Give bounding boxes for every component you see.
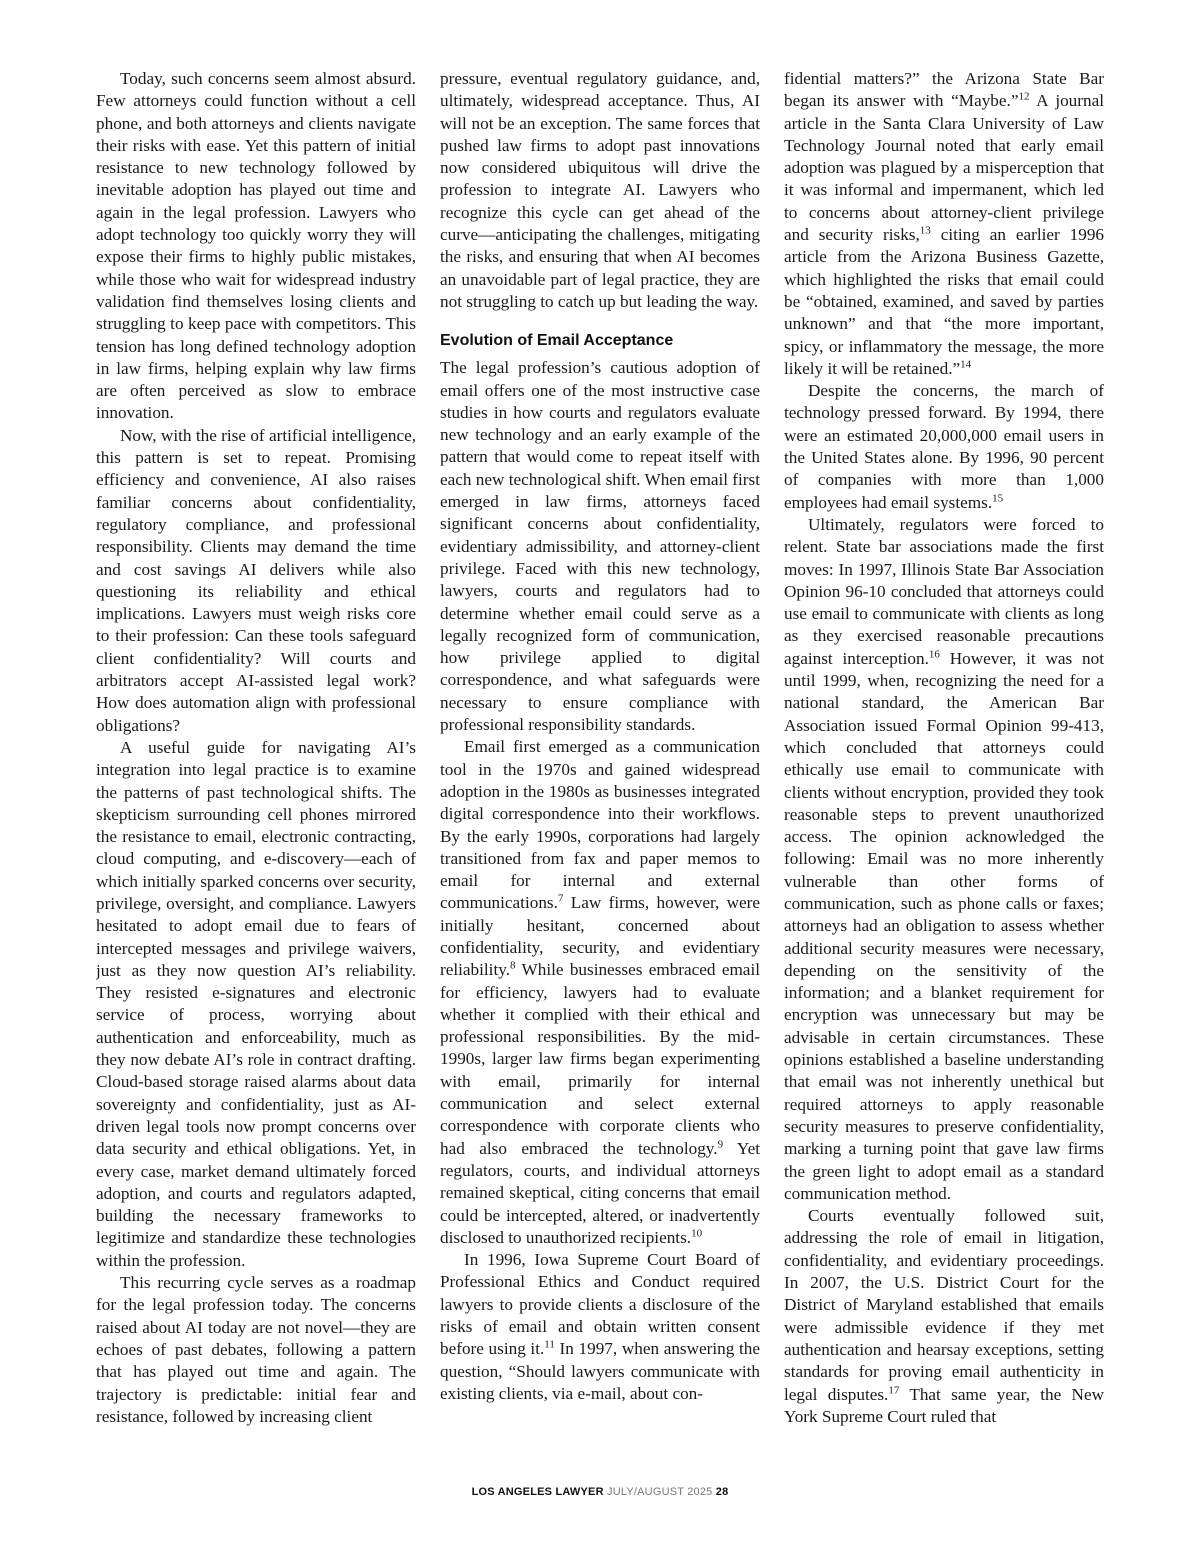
paragraph [440, 736, 760, 1249]
issue-date: JULY/AUGUST 2025 [607, 1486, 713, 1498]
article-columns [96, 68, 1104, 1458]
footnote-ref: 7 [557, 892, 564, 905]
paragraph [784, 380, 1104, 514]
paragraph: A useful guide for navigating AI’s integration into legal practice is to examine the patterns of past technological shifts. The skepticism surrounding cell phones mirrored the resistance to email, electronic contracting, cloud computing, and e-discovery—each of which initially sparked concerns over security, privilege, oversight, and compliance. Lawyers hesitated to adopt email due to fears of intercepted messages and privilege waivers, just as they now question AI’s reliability. They resisted e-signatures and electronic service of process, worrying about authentication and enforceability, much as they now debate AI’s role in contract drafting. Cloud-based storage raised alarms about data sovereignty and confidentiality, just as AI-driven legal tools now prompt concerns over data security and ethical obligations. Yet, in every case, market demand ultimately forced adoption, and courts and regulators adapted, building the necessary frameworks to legitimize and standardize these technologies within the profession. [96, 737, 416, 1270]
text-column-3 [784, 68, 1104, 1458]
footnote-ref: 15 [992, 491, 1004, 504]
paragraph: Now, with the rise of artificial intelligence, this pattern is set to repeat. Promising efficiency and convenience, AI also raises familiar concerns about confidentiality, regulatory compliance, and professional responsibility. Clients may demand the time and cost savings AI delivers while also questioning its reliability and ethical implications. Lawyers must weigh risks core to their profession: Can these tools safeguard client confidentiality? Will courts and arbitrators accept AI-assisted legal work? How does automation align with professional obligations? [96, 425, 416, 735]
footnote-ref: 16 [928, 647, 940, 660]
paragraph-text: That same year, the New York Supreme Court ruled that [784, 1384, 1104, 1426]
paragraph-text: citing an earlier 1996 article from the Arizona Business Gazette, which highlighted the risks that email could be “obtained, examined, and saved by parties unknown” and that “the more important, spicy, or inflammatory the message, the more likely it will be retained.” [784, 225, 1104, 378]
text-column-2 [440, 68, 760, 1458]
publication-name: LOS ANGELES LAWYER [471, 1486, 604, 1498]
paragraph-text: In 1997, when answering the question, “Should lawyers communicate with existing clients, via e-mail, about con- [440, 1339, 760, 1403]
footnote-ref: 9 [717, 1137, 724, 1150]
paragraph: This recurring cycle serves as a roadmap for the legal profession today. The concerns raised about AI today are not novel—they are echoes of past debates, following a pattern that has played out time and again. The trajectory is predictable: initial fear and resistance, followed by increasing client [96, 1273, 416, 1426]
paragraph-text: Courts eventually followed suit, addressing the role of email in litigation, confidentiality, and evidentiary proceedings. In 2007, the U.S. District Court for the District of Maryland established that emails were admissible evidence if they met authentication and hearsay exceptions, setting standards for proving email authenticity in legal disputes. [784, 1206, 1104, 1404]
footnote-ref: 13 [919, 224, 931, 237]
footnote-ref: 8 [510, 959, 516, 972]
paragraph [784, 1205, 1104, 1428]
footnote-ref: 10 [691, 1227, 703, 1240]
paragraph-text: Ultimately, regulators were forced to relent. State bar associations made the first moves: In 1997, Illinois State Bar Association Opinion 96-10 concluded that attorneys could use email to communicate with clients as long as they exercised reasonable precautions against interception. [784, 514, 1104, 668]
page-footer [0, 1486, 1200, 1498]
paragraph-text: In 1996, Iowa Supreme Court Board of Professional Ethics and Conduct required lawyers to provide clients a disclosure of the risks of email and obtain written consent before using it. [440, 1250, 760, 1359]
paragraph-text: Law firms, however, were initially hesitant, concerned about confidentiality, security, and evidentiary reliability. [440, 893, 760, 980]
paragraph: The legal profession’s cautious adoption of email offers one of the most instructive case studies in how courts and regulators evaluate new technology and an early example of the pattern that would come to repeat itself with each new technological shift. When email first emerged in law firms, attorneys faced significant concerns about confidentiality, evidentiary admissibility, and attorney-client privilege. Faced with this new technology, lawyers, courts and regulators had to determine whether email could serve as a legally recognized form of communication, how privilege applied to digital correspondence, and what safeguards were necessary to ensure compliance with professional responsibility standards. [440, 358, 760, 735]
footnote-ref: 14 [960, 358, 972, 371]
paragraph: pressure, eventual regulatory guidance, and, ultimately, widespread acceptance. Thus, AI will not be an exception. The same forces that pushed law firms to adopt past innovations now considered ubiquitous will drive the profession to integrate AI. Lawyers who recognize this cycle can get ahead of the curve—anticipating the challenges, mitigating the risks, and ensuring that when AI becomes an unavoidable part of legal practice, they are not struggling to catch up but leading the way. [440, 69, 760, 311]
paragraph-text: Email first emerged as a communication tool in the 1970s and gained widespread adoption in the 1980s as businesses integrated digital correspondence into their workflows. By the early 1990s, corporations had largely transitioned from fax and paper memos to email for internal and external communications. [440, 737, 760, 913]
paragraph-text: Despite the concerns, the march of technology pressed forward. By 1994, there were an estimated 20,000,000 email users in the United States alone. By 1996, 90 percent of companies with more than 1,000 employees had email systems. [784, 381, 1104, 512]
footnote-ref: 12 [1018, 90, 1030, 103]
paragraph: Today, such concerns seem almost absurd. Few attorneys could function without a cell phone, and both attorneys and clients navigate their risks with ease. Yet this pattern of initial resistance to new technology followed by inevitable adoption has played out time and again in the legal profession. Lawyers who adopt technology too quickly worry they will expose their firms to highly public mistakes, while those who wait for widespread industry validation find themselves losing clients and struggling to keep pace with competitors. This tension has long defined technology adoption in law firms, helping explain why law firms are often perceived as slow to embrace innovation. [96, 69, 416, 423]
paragraph [784, 68, 1104, 380]
page-number: 28 [715, 1486, 729, 1498]
paragraph-text: A journal article in the Santa Clara University of Law Technology Journal noted that early email adoption was plagued by a misperception that it was informal and impermanent, which led to concerns about attorney-client privilege and security risks, [784, 91, 1104, 245]
paragraph-text: fidential matters?” the Arizona State Bar began its answer with “Maybe.” [784, 69, 1104, 111]
paragraph [440, 1249, 760, 1405]
footnote-ref: 17 [888, 1383, 900, 1396]
paragraph [784, 514, 1104, 1205]
paragraph-text: Yet regulators, courts, and individual attorneys remained skeptical, citing concerns that email could be intercepted, altered, or inadvertently disclosed to unauthorized recipients. [440, 1138, 760, 1247]
section-heading: Evolution of Email Acceptance [440, 332, 674, 350]
paragraph-text: While businesses embraced email for efficiency, lawyers had to evaluate whether it complied with their ethical and professional responsibilities. By the mid-1990s, larger law firms began experimenting with email, primarily for internal communication and select external correspondence with corporate clients who had also embraced the technology. [440, 960, 760, 1158]
paragraph-text: However, it was not until 1999, when, recognizing the need for a national standard, the American Bar Association issued Formal Opinion 99-413, which concluded that attorneys could ethically use email to communicate with clients without encryption, provided they took reasonable steps to prevent unauthorized access. The opinion acknowledged the following: Email was no more inherently vulnerable than other forms of communication, such as phone calls or faxes; attorneys had an obligation to assess whether additional security measures were necessary, depending on the sensitivity of the information; and a blanket requirement for encryption was unnecessary but may be advisable in certain circumstances. These opinions established a baseline understanding that email was not inherently unethical but required attorneys to apply reasonable security measures to preserve confidentiality, marking a turning point that gave law firms the green light to adopt email as a standard communication method. [784, 648, 1104, 1203]
footnote-ref: 11 [544, 1338, 555, 1351]
text-column-1 [96, 68, 416, 1458]
